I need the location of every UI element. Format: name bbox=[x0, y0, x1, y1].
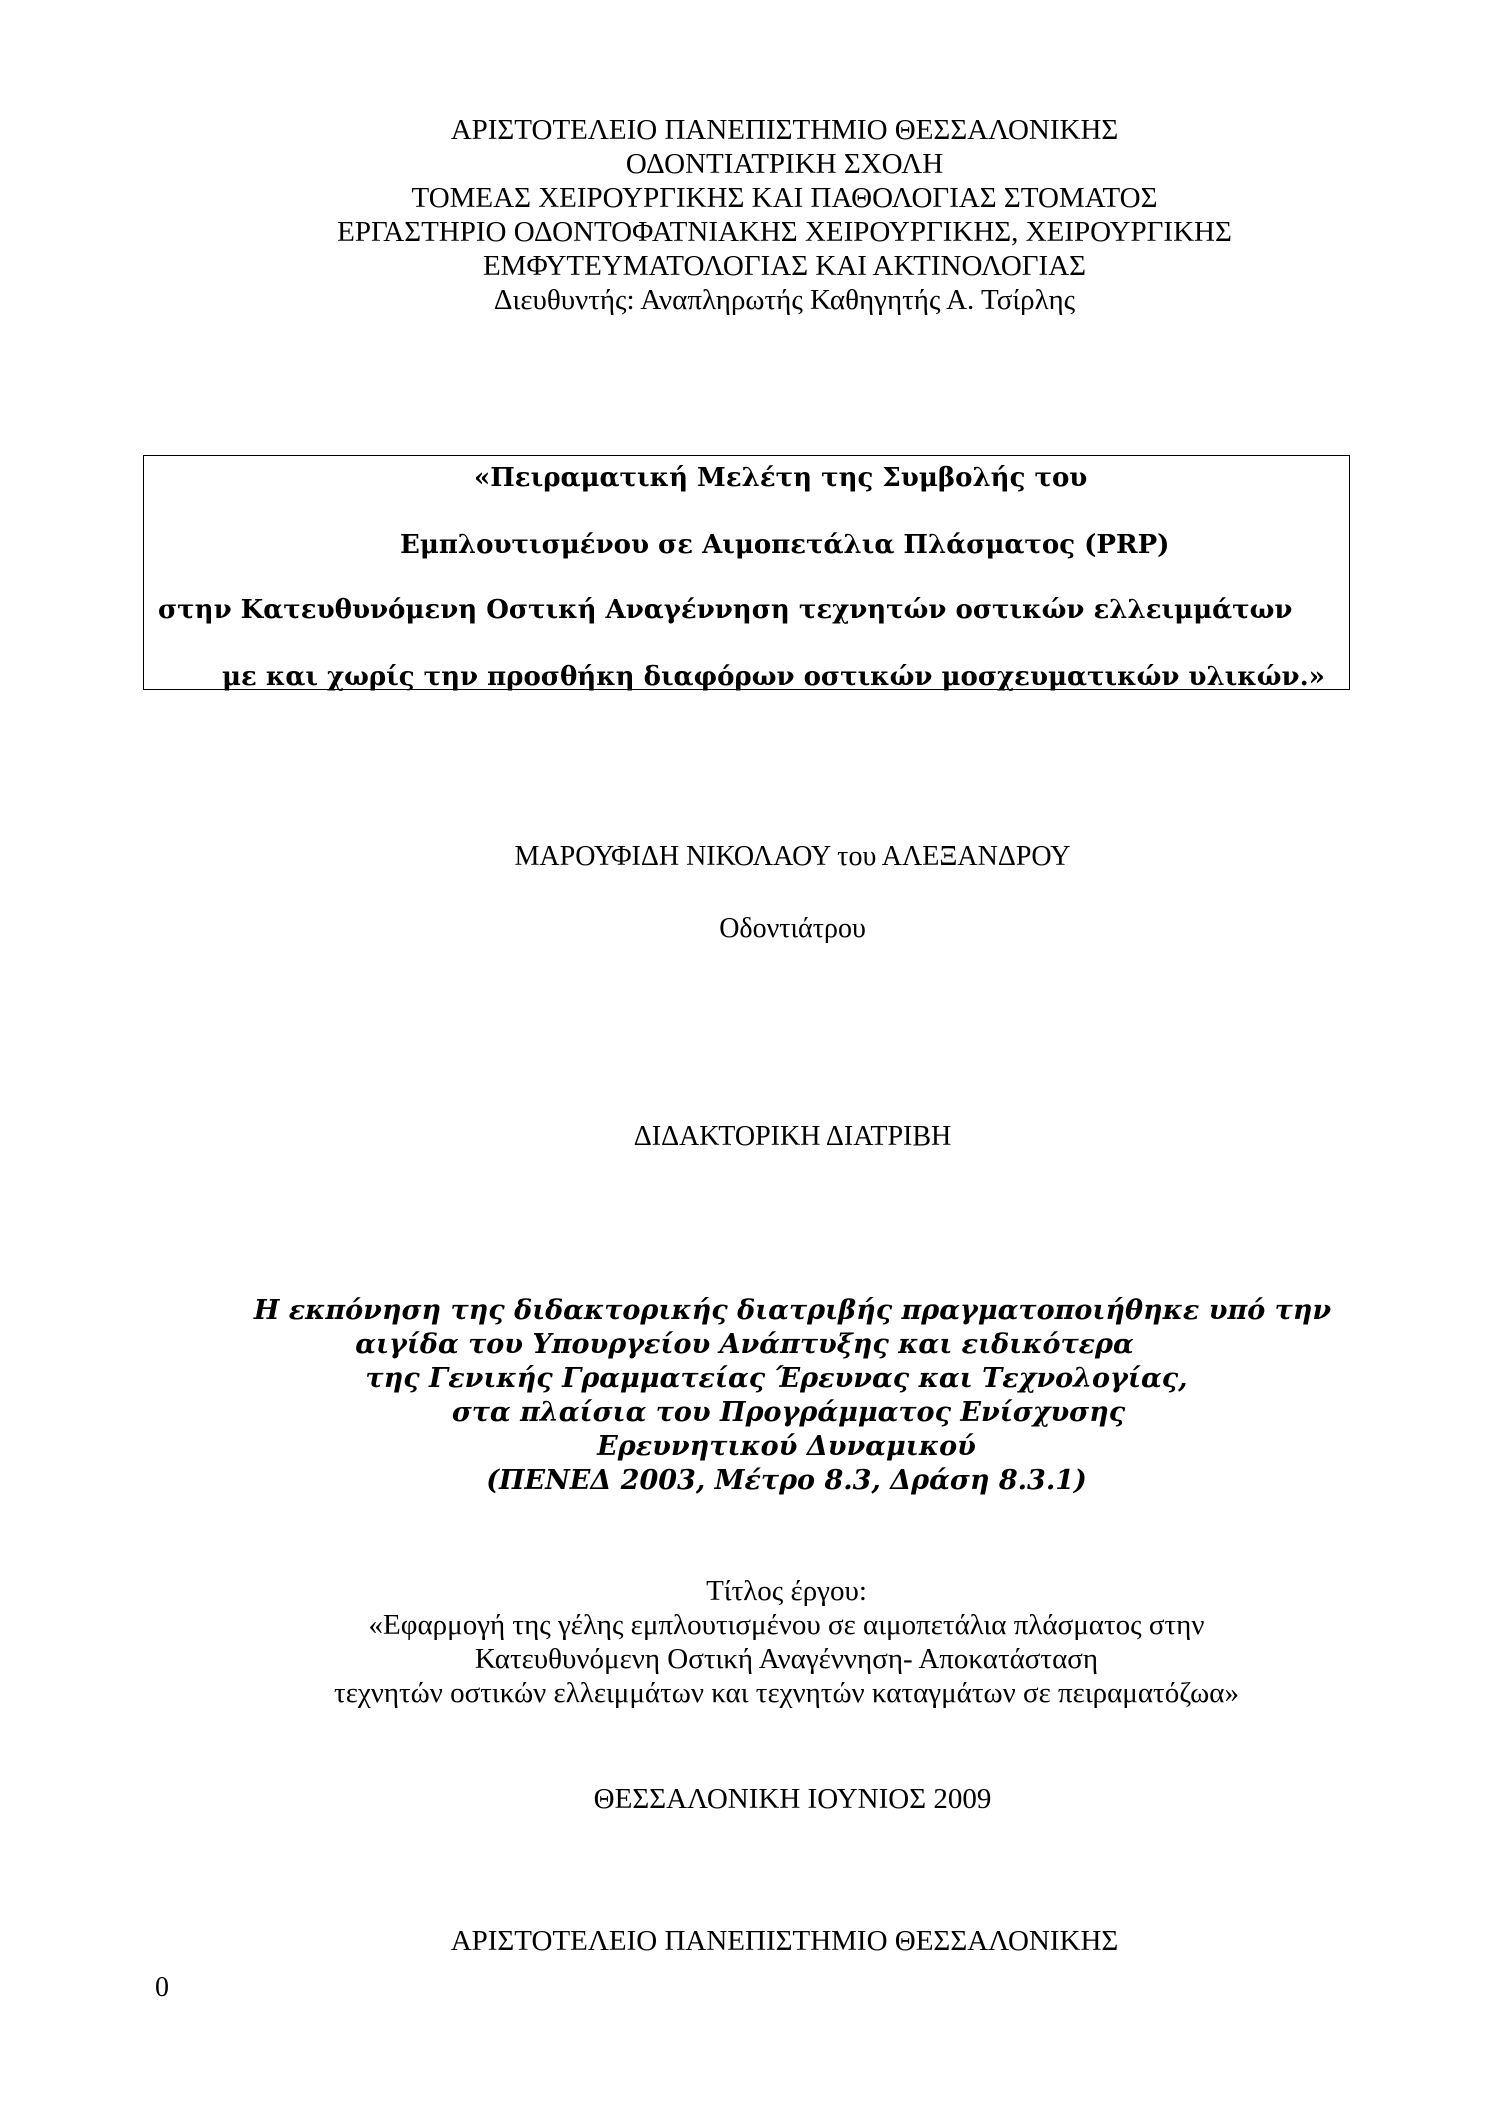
director-line: Διευθυντής: Αναπληρωτής Καθηγητής Α. Τσίρλης bbox=[493, 284, 1076, 316]
project-title-line1: «Εφαρμογή της γέλης εμπλουτισμένου σε αιμοπετάλια πλάσματος στην bbox=[368, 1609, 1205, 1641]
department-name: ΤΟΜΕΑΣ ΧΕΙΡΟΥΡΓΙΚΗΣ ΚΑΙ ΠΑΘΟΛΟΓΙΑΣ ΣΤΟΜΑΤΟΣ bbox=[411, 182, 1158, 214]
title-line1: «Πειραματική Μελέτη της Συμβολής του bbox=[474, 463, 1088, 493]
lab-name-line2: ΕΜΦΥΤΕΥΜΑΤΟΛΟΓΙΑΣ ΚΑΙ ΑΚΤΙΝΟΛΟΓΙΑΣ bbox=[482, 250, 1087, 282]
page-number: 0 bbox=[155, 1972, 169, 2003]
author-profession: Οδοντιάτρου bbox=[719, 913, 866, 944]
title-line2: Εμπλουτισμένου σε Αιμοπετάλια Πλάσματος (PRP) bbox=[400, 530, 1170, 560]
funding-line1: Η εκπόνηση της διδακτορικής διατριβής πραγματοποιήθηκε υπό την bbox=[253, 1295, 1332, 1326]
project-title-line3: τεχνητών οστικών ελλειμμάτων και τεχνητών καταγμάτων σε πειραματόζωα» bbox=[334, 1677, 1239, 1709]
place-date: ΘΕΣΣΑΛΟΝΙΚΗ ΙΟΥΝΙΟΣ 2009 bbox=[593, 1783, 992, 1815]
funding-line6: (ΠΕΝΕΔ 2003, Μέτρο 8.3, Δράση 8.3.1) bbox=[486, 1465, 1087, 1496]
title-line4: με και χωρίς την προσθήκη διαφόρων οστικών μοσχευματικών υλικών.» bbox=[222, 662, 1325, 692]
author-name: ΜΑΡΟΥΦΙΔΗ ΝΙΚΟΛΑΟΥ του ΑΛΕΞΑΝΔΡΟΥ bbox=[514, 841, 1071, 872]
lab-name-line1: ΕΡΓΑΣΤΗΡΙΟ ΟΔΟΝΤΟΦΑΤΝΙΑΚΗΣ ΧΕΙΡΟΥΡΓΙΚΗΣ, ΧΕΙΡΟΥΡΓΙΚΗΣ bbox=[337, 216, 1232, 248]
project-label: Τίτλος έργου: bbox=[706, 1575, 867, 1607]
title-line3: στην Κατευθυνόμενη Οστική Αναγέννηση τεχνητών οστικών ελλειμμάτων bbox=[158, 595, 1293, 625]
funding-line2: αιγίδα του Υπουργείου Ανάπτυξης και ειδικότερα bbox=[355, 1329, 1134, 1360]
funding-line4: στα πλαίσια του Προγράμματος Ενίσχυσης bbox=[451, 1397, 1126, 1428]
document-type: ΔΙΔΑΚΤΟΡΙΚΗ ΔΙΑΤΡΙΒΗ bbox=[633, 1121, 952, 1152]
project-title-line2: Κατευθυνόμενη Οστική Αναγέννηση- Αποκατάσταση bbox=[474, 1643, 1099, 1675]
school-name: ΟΔΟΝΤΙΑΤΡΙΚΗ ΣΧΟΛΗ bbox=[625, 148, 944, 180]
funding-line5: Ερευνητικού Δυναμικού bbox=[597, 1431, 976, 1462]
university-name: ΑΡΙΣΤΟΤΕΛΕΙΟ ΠΑΝΕΠΙΣΤΗΜΙΟ ΘΕΣΣΑΛΟΝΙΚΗΣ bbox=[450, 114, 1119, 146]
footer-university: ΑΡΙΣΤΟΤΕΛΕΙΟ ΠΑΝΕΠΙΣΤΗΜΙΟ ΘΕΣΣΑΛΟΝΙΚΗΣ bbox=[450, 1925, 1119, 1957]
funding-line3: της Γενικής Γραμματείας Έρευνας και Τεχνολογίας, bbox=[365, 1363, 1188, 1394]
